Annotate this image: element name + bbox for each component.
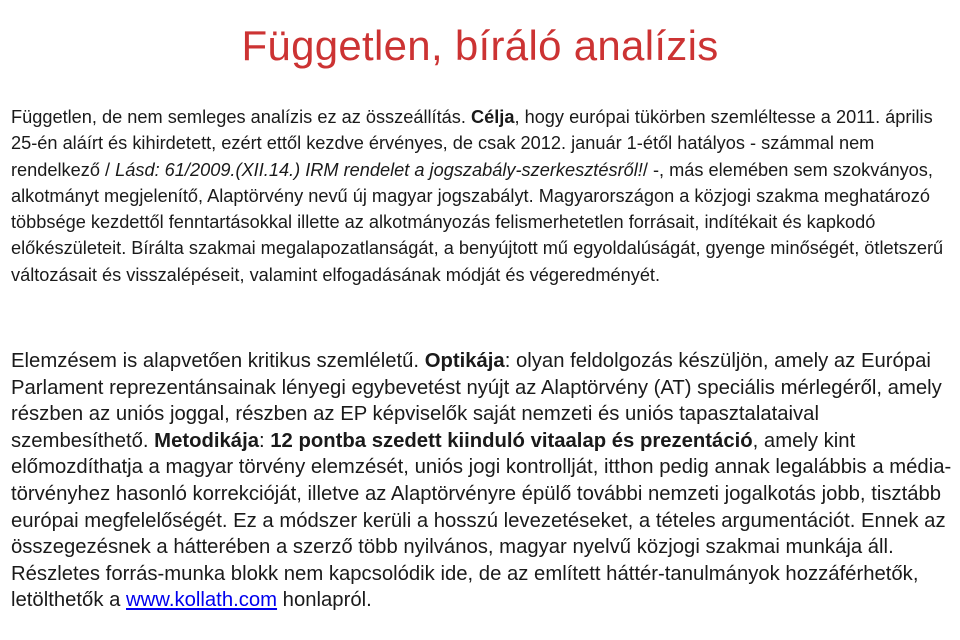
p2-bold-metodikaja: Metodikája xyxy=(154,429,259,452)
p1-text-2: , hogy európai tükörben szemléltesse a 2011. április 25-én aláírt és kihirdetett, ezért ettől kezdve érvényes, de csak 2012. január 1-étől hatályos - számmal nem rendelkező / xyxy=(11,107,933,180)
p1-bold-celja: Célja xyxy=(470,107,515,127)
p2-text-5: honlapról. xyxy=(277,589,372,612)
p2-bold-vitaalap: 12 pontba szedett kiinduló vitaalap és prezentáció xyxy=(270,429,753,452)
p2-text-2: : olyan feldolgozás készüljön, amely az Európai Parlament reprezentánsainak lényegi egybevetést nyújt az Alaptörvény (AT) speciális mérlegéről, amely részben az uniós joggal, részben az EP képviselők saját nemzeti és uniós tapasztalataival szembesíthető. xyxy=(11,350,942,452)
p2-text-3: : xyxy=(259,429,271,452)
p2-bold-optikaja: Optikája xyxy=(424,350,505,372)
slide-title: Független, bíráló analízis xyxy=(241,22,719,69)
p1-text-3: / -, más elemében sem szokványos, alkotmányt megjelenítő, Alaptörvény nevű új magyar jogszabályt. Magyarországon a közjogi szakma meghatározó többsége kezdettől fenntartásokkal illette az alkotmányozás felismerhetetlen forrásait, indítékait és kapkodó előkészületeit. Bírálta szakmai megalapozatlanságát, a benyújtott mű egyoldalúságát, gyenge minőségét, ötletszerű változásait és visszalépéseit, valamint elfogadásának módját és végeredményét. xyxy=(11,159,944,285)
p2-text-4: , amely kint előmozdíthatja a magyar törvény elemzését, uniós jogi kontrollját, itthon pedig annak legalábbis a média-törvényhez hasonló korrekcióját, illetve az Alaptörvényre épülő további nemzeti jogalkotás jobb, tisztább európai megfelelőségét. Ez a módszer kerüli a hosszú levezetéseket, a tételes argumentációt. Ennek az összegezésnek a hátterében a szerző több nyilvános, magyar nyelvű közjogi szakmai munkája áll. Részletes forrás-munka blokk nem kapcsolódik ide, de az említett háttér-tanulmányok hozzáférhetők, letölthetők a xyxy=(11,429,952,612)
p1-italic-reference: Lásd: 61/2009.(XII.14.) IRM rendelet a jogszabály-szerkesztésről! xyxy=(115,159,643,180)
intro-paragraph xyxy=(11,104,956,288)
kollath-link[interactable]: www.kollath.com xyxy=(126,589,278,612)
p2-text-1: Elemzésem is alapvetően kritikus szemléletű. xyxy=(11,350,425,372)
p1-text-1: Független, de nem semleges analízis ez az összeállítás. xyxy=(11,107,471,127)
method-paragraph xyxy=(11,348,956,614)
